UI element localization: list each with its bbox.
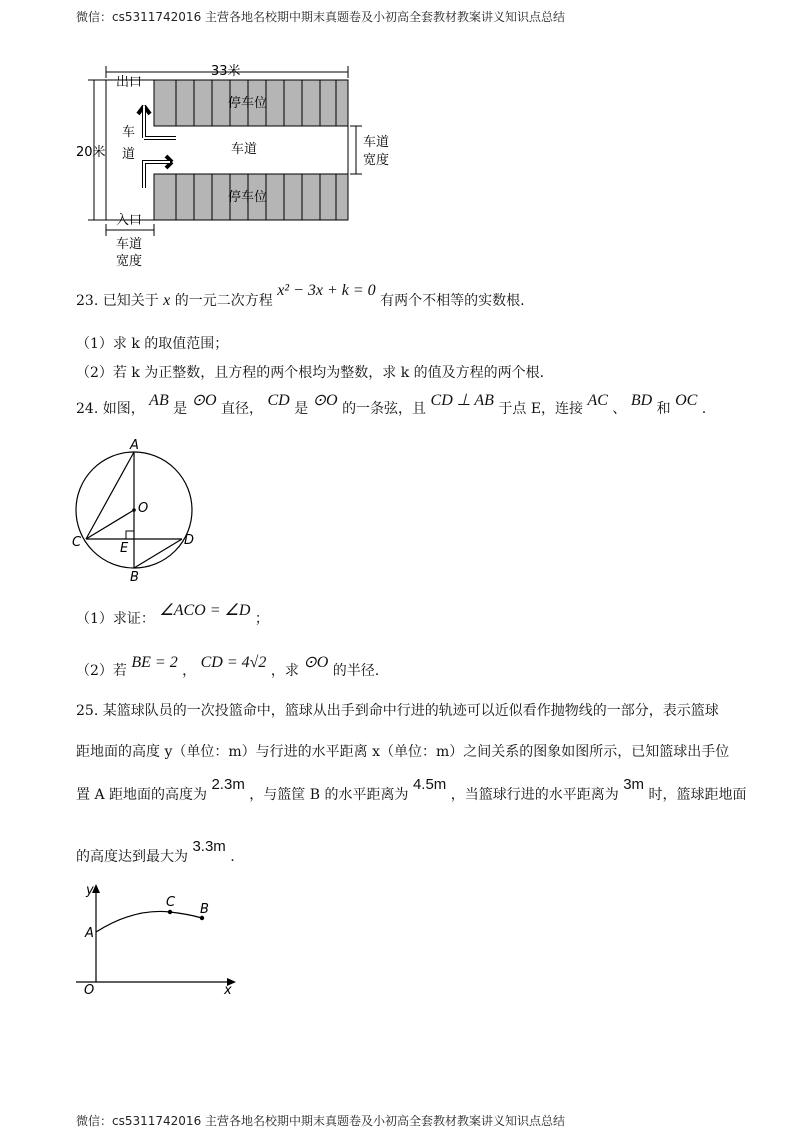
point-c	[168, 910, 172, 914]
label-c: C	[72, 535, 82, 550]
q25-line3: 置 A 距地面的高度为 2.3m ，与篮筐 B 的水平距离为 4.5m ，当篮球行进的水平距离为 3m 时，篮球距地面	[76, 776, 747, 803]
lane-left-label-1: 车	[122, 125, 136, 140]
page-footer: 微信：cs5311742016 主营各地名校期中期末真题卷及小初高全套教材教案讲义知识点总结	[76, 1114, 566, 1128]
segment-oc	[86, 510, 134, 539]
label-x: x	[224, 983, 232, 998]
label-a: A	[85, 926, 94, 941]
q25-line1: 25. 某篮球队员的一次投篮命中，篮球从出手到命中行进的轨迹可以近似看作抛物线的一部分，表示篮球	[76, 703, 719, 719]
q24-stem: 24. 如图， AB 是 ⊙O 直径， CD 是 ⊙O 的一条弦，且 CD ⊥ AB 于点 E，连接 AC 、 BD 和 OC .	[76, 392, 707, 417]
q25-line2: 距地面的高度 y（单位：m）与行进的水平距离 x（单位：m）之间关系的图象如图所示，已知篮球出手位	[76, 744, 730, 760]
label-c: C	[166, 895, 176, 910]
exit-label: 出口	[116, 75, 143, 90]
label-origin: O	[84, 983, 95, 998]
lane-width-bottom-1: 车道	[116, 237, 143, 252]
lane-width-bottom-2: 宽度	[116, 254, 143, 269]
q23-part2: （2）若 k 为正整数，且方程的两个根均为整数，求 k 的值及方程的两个根.	[76, 365, 545, 381]
q23-stem: 23. 已知关于 x 的一元二次方程 x² − 3x + k = 0 有两个不相等的实数根.	[76, 282, 525, 309]
trajectory-curve	[96, 911, 202, 932]
label-y: y	[86, 883, 94, 898]
width-label: 33米	[211, 64, 241, 79]
circle-figure	[70, 438, 210, 583]
entrance-label: 入口	[116, 213, 143, 228]
parking-label-bottom: 停车位	[228, 190, 268, 205]
label-b: B	[130, 570, 139, 583]
lane-width-right-2: 宽度	[363, 153, 390, 168]
label-d: D	[184, 533, 195, 548]
lane-label: 车道	[231, 142, 258, 157]
height-label: 20米	[76, 145, 106, 160]
segment-bd	[134, 539, 182, 568]
label-e: E	[120, 541, 129, 556]
q23-part1: （1）求 k 的取值范围；	[76, 336, 229, 352]
q23-equation: x² − 3x + k = 0	[277, 282, 376, 299]
label-o: O	[138, 501, 149, 516]
q24-part2: （2）若 BE = 2 ， CD = 4√2 ，求 ⊙O 的半径.	[76, 654, 380, 679]
label-a: A	[130, 438, 139, 453]
lane-width-right-1: 车道	[363, 135, 390, 150]
segment-ac	[86, 452, 134, 539]
parabola-figure	[74, 880, 244, 1000]
page-header: 微信：cs5311742016 主营各地名校期中期末真题卷及小初高全套教材教案讲义知识点总结	[76, 10, 566, 24]
q25-line4: 的高度达到最大为 3.3m .	[76, 838, 235, 865]
q24-part1: （1）求证： ∠ACO = ∠D ；	[76, 602, 269, 627]
parking-label-top: 停车位	[228, 96, 268, 111]
label-b: B	[200, 902, 209, 917]
lane-left-label-2: 道	[122, 147, 136, 162]
parking-lot-figure	[76, 58, 396, 273]
